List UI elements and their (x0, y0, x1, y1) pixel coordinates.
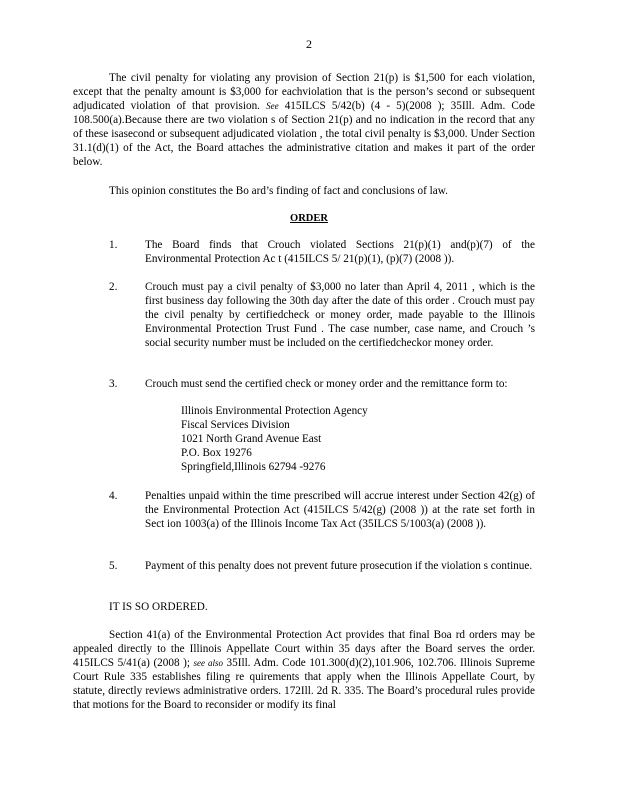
civil-penalty-paragraph (73, 71, 535, 169)
order-item-text: Penalties unpaid within the time prescribed will accrue interest under Section 42(g) of the Environmental Protection Act (415ILCS 5/42(g) (2008 )) at the rate set forth in Sect ion 1003(a) of the Illinois Income Tax Act (35ILCS 5/1003(a) (2008 )). (145, 490, 535, 530)
order-item-number: 3. (109, 378, 118, 390)
order-item-number: 4. (109, 490, 118, 502)
order-heading: ORDER (290, 213, 328, 224)
see-also-signal: see also (193, 658, 223, 668)
address-line: Illinois Environmental Protection Agency (181, 405, 368, 417)
address-line: P.O. Box 19276 (181, 447, 252, 459)
appeal-text-part2: 35Ill. Adm. Code 101.300(d)(2),101.906, 102.706. Illinois Supreme Court Rule 335 establishes filing re quirements that apply when the Illinois Appellate Court, by statute, directly reviews administrative orders. 172Ill. 2d R. 335. The Board’s procedural rules provide that motions for the Board to reconsider or modify its final (73, 657, 536, 711)
order-item-number: 2. (109, 281, 118, 293)
see-signal: See (266, 101, 279, 111)
appeal-rights-paragraph (73, 628, 535, 712)
order-item-1 (109, 238, 535, 266)
order-item-number: 5. (109, 560, 118, 572)
page-number: 2 (306, 37, 312, 51)
remittance-address (181, 404, 535, 474)
address-line: 1021 North Grand Avenue East (181, 433, 322, 445)
order-item-3 (109, 377, 535, 474)
civil-penalty-text-part1: The civil penalty for violating any provision of Section 21(p) is $1,500 for each violation, except that the penalty amount is $3,000 for eachviolation that is the person’s second or subsequent adjudicated violation of that provision. (73, 72, 535, 112)
order-item-text: Payment of this penalty does not prevent future prosecution if the violation s continue. (145, 560, 533, 572)
order-item-text: Crouch must send the certified check or money order and the remittance form to: (145, 378, 508, 390)
order-item-number: 1. (109, 239, 118, 251)
order-item-5 (109, 559, 535, 573)
appeal-text-part1: Section 41(a) of the Environmental Protection Act provides that final Boa rd orders may be appealed directly to the Illinois Appellate Court within 35 days after the Board serves the order. 415ILCS 5/41(a) (2008 ); (73, 629, 535, 669)
order-item-4 (109, 489, 535, 531)
order-item-2 (109, 280, 535, 350)
order-item-text: Crouch must pay a civil penalty of $3,000 no later than April 4, 2011 , which is the first business day following the 30th day after the date of this order . Crouch must pay the civil penalty by certifiedcheck or money order, made payable to the Illinois Environmental Protection Trust Fund . The case number, case name, and Crouch ’s social security number must be included on the certifiedcheckor money order. (145, 281, 535, 349)
so-ordered-line: IT IS SO ORDERED. (109, 601, 208, 613)
opinion-statement: This opinion constitutes the Bo ard’s finding of fact and conclusions of law. (109, 185, 448, 197)
address-line: Springfield,Illinois 62794 -9276 (181, 461, 326, 473)
order-item-text: The Board finds that Crouch violated Sections 21(p)(1) and(p)(7) of the Environmental Protection Ac t (415ILCS 5/ 21(p)(1), (p)(7) (2008 )). (145, 239, 535, 265)
address-line: Fiscal Services Division (181, 419, 290, 431)
civil-penalty-text-part2: 415ILCS 5/42(b) (4 - 5)(2008 ); 35Ill. Adm. Code 108.500(a).Because there are two violation s of Section 21(p) and no indication in the record that any of these isasecond or subsequent adjudicated violation , the total civil penalty is $3,000. Under Section 31.1(d)(1) of the Act, the Board attaches the administrative citation and makes it part of the order below. (73, 100, 535, 168)
